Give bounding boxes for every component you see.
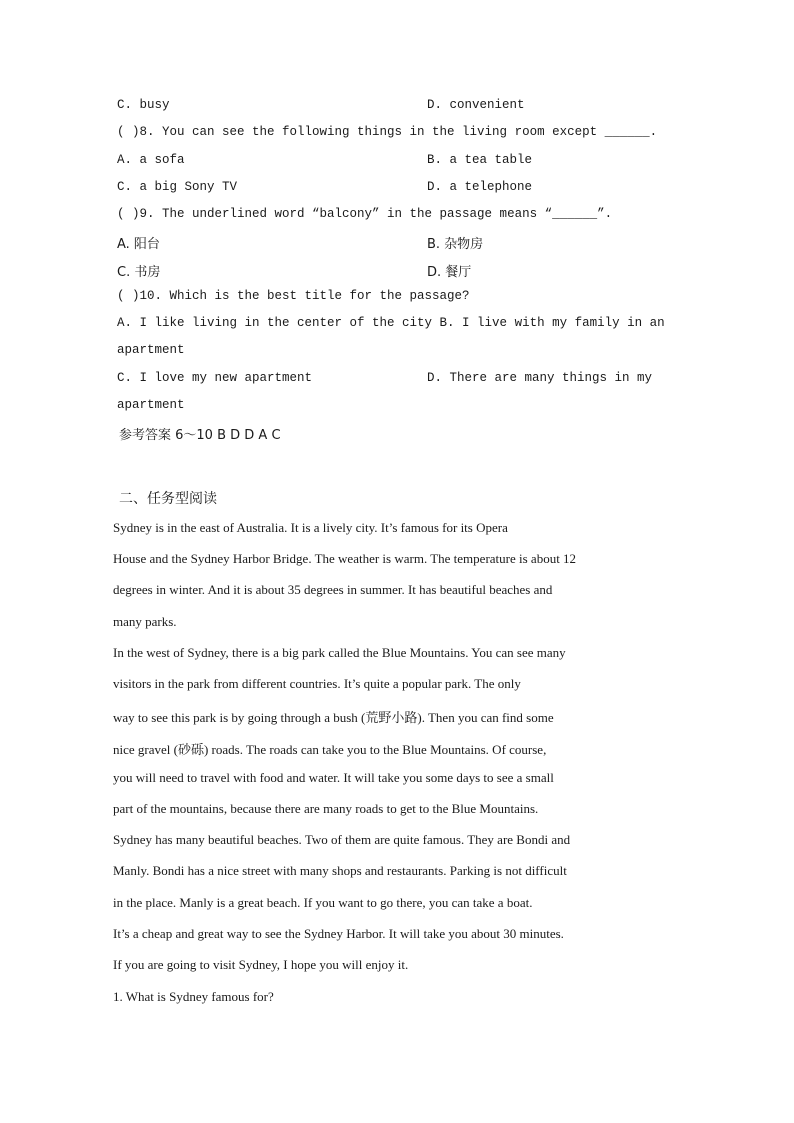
q9-option-a: A. 阳台 [117,237,160,252]
passage-line: Manly. Bondi has a nice street with many shops and restaurants. Parking is not difficult [113,863,567,878]
q9-option-d: D. 餐厅 [427,265,472,280]
passage-line: many parks. [113,614,177,629]
passage-line: Sydney is in the east of Australia. It is a lively city. It’s famous for its Opera [113,520,508,535]
q9-option-c: C. 书房 [117,265,161,280]
q10-option-a-cont: apartment [117,343,185,357]
passage-line: you will need to travel with food and water. It will take you some days to see a small [113,770,554,785]
section-heading: 二、任务型阅读 [119,491,217,507]
passage-line: degrees in winter. And it is about 35 degrees in summer. It has beautiful beaches and [113,582,553,597]
passage-line: House and the Sydney Harbor Bridge. The weather is warm. The temperature is about 12 [113,551,577,566]
passage-line: Sydney has many beautiful beaches. Two of them are quite famous. They are Bondi and [113,832,571,847]
passage-line: In the west of Sydney, there is a big park called the Blue Mountains. You can see many [113,645,566,660]
passage-line: part of the mountains, because there are many roads to get to the Blue Mountains. [113,801,539,816]
q10-option-d: D. There are many things in my [427,371,653,385]
q10-option-c: C. I love my new apartment [117,371,313,385]
q8-option-a: A. a sofa [117,153,185,167]
q8-stem: ( )8. You can see the following things in the living room except ______. [117,125,658,139]
passage-line: nice gravel (砂砾) roads. The roads can take you to the Blue Mountains. Of course, [113,742,547,757]
answer-key: 参考答案 6～10 B D D A C [119,428,281,443]
q8-option-b: B. a tea table [427,153,533,167]
q10-stem: ( )10. Which is the best title for the passage? [117,289,470,303]
q10-option-a-b: A. I like living in the center of the city B. I live with my family in an [117,316,665,330]
passage-line: way to see this park is by going through a bush (荒野小路). Then you can find some [113,710,554,725]
q7-option-c: C. busy [117,98,170,112]
q8-option-d: D. a telephone [427,180,533,194]
passage-line: It’s a cheap and great way to see the Sydney Harbor. It will take you about 30 minutes. [113,926,564,941]
passage-line: in the place. Manly is a great beach. If you want to go there, you can take a boat. [113,895,533,910]
q7-option-d: D. convenient [427,98,525,112]
passage-line: visitors in the park from different countries. It’s quite a popular park. The only [113,676,521,691]
q10-option-d-cont: apartment [117,398,185,412]
q8-option-c: C. a big Sony TV [117,180,238,194]
passage-line: If you are going to visit Sydney, I hope you will enjoy it. [113,957,409,972]
q9-stem: ( )9. The underlined word “balcony” in the passage means “______”. [117,207,613,221]
question-1: 1. What is Sydney famous for? [113,989,274,1004]
q9-option-b: B. 杂物房 [427,237,484,252]
